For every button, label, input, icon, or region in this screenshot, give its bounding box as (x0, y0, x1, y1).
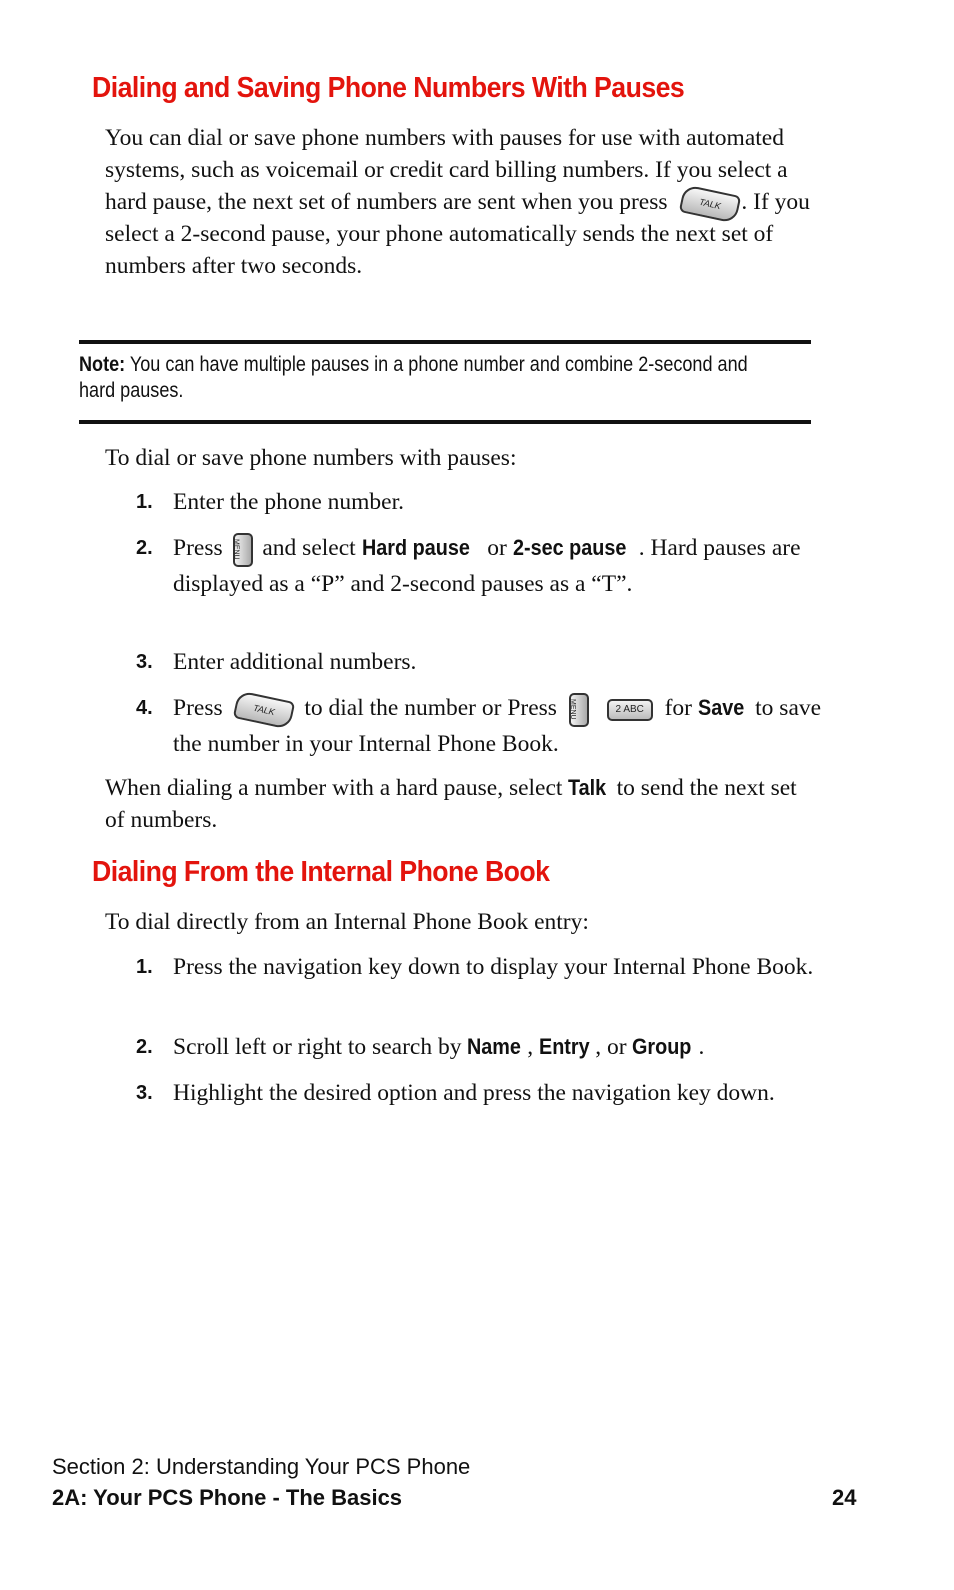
step-text (173, 691, 823, 761)
step-text-d: to save the number in your Internal Phone Book. (173, 695, 822, 757)
step-text (173, 1030, 823, 1064)
menu-key-icon (233, 533, 253, 567)
step-text (173, 531, 823, 601)
step-text-or: or (487, 535, 507, 561)
talk-key-icon (232, 690, 295, 729)
option-group: Group (632, 1034, 692, 1059)
option-save: Save (697, 695, 745, 720)
outro-text-a: When dialing a number with a hard pause, select (105, 775, 563, 801)
outro-paragraph (105, 772, 815, 836)
two-key-label: 2 ABC (615, 703, 644, 715)
section-heading-phone-book: Dialing From the Internal Phone Book (92, 856, 550, 888)
step-text-b: to dial the number or Press (304, 695, 557, 721)
period: . (698, 1034, 705, 1060)
step-number: 2. (136, 537, 153, 559)
two-abc-key-icon (607, 699, 653, 721)
phonebook-lead: To dial directly from an Internal Phone Book entry: (105, 909, 589, 935)
footer-chapter-title: 2A: Your PCS Phone - The Basics (52, 1485, 403, 1510)
step-text: Enter additional numbers. (173, 649, 417, 675)
outro-text-b: to send the next set of numbers. (105, 775, 797, 833)
menu-key-icon (569, 693, 589, 727)
note-body: You can have multiple pauses in a phone number and combine 2-second and hard pauses. (79, 353, 748, 402)
section-heading-pauses: Dialing and Saving Phone Numbers With Pauses (92, 72, 685, 104)
option-name: Name (467, 1034, 522, 1059)
note-text (79, 352, 784, 404)
menu-key-label: MENU (232, 539, 240, 560)
menu-key-label: MENU (568, 699, 576, 720)
page-number: 24 (832, 1485, 857, 1510)
option-2sec-pause: 2-sec pause (512, 535, 627, 560)
intro-text-a: You can dial or save phone numbers with pauses for use with automated systems, such as voicemail or credit card billing numbers. If you select a hard pause, the next set of numbers are sent when you press (105, 125, 788, 215)
step-number: 1. (136, 956, 153, 978)
option-entry: Entry (539, 1034, 590, 1059)
step-text: Highlight the desired option and press the navigation key down. (173, 1080, 775, 1106)
note-box (79, 340, 811, 424)
talk-key-label: TALK (698, 196, 723, 211)
option-hard-pause: Hard pause (361, 535, 470, 560)
note-label: Note: (79, 353, 126, 376)
footer-section-title: Section 2: Understanding Your PCS Phone (52, 1454, 471, 1479)
intro-paragraph (105, 122, 815, 282)
step-text-a: Press (173, 535, 223, 561)
step-text: Enter the phone number. (173, 489, 405, 515)
step-text-c: for (664, 695, 692, 721)
steps-lead: To dial or save phone numbers with pauses: (105, 445, 517, 471)
step-number: 4. (136, 697, 153, 719)
step-text-a: Press (173, 695, 223, 721)
step-number: 3. (136, 1082, 153, 1104)
intro-text-b: . If you select a 2-second pause, your phone automatically sends the next set of numbers after two seconds. (105, 189, 810, 279)
talk-key-label: TALK (251, 702, 276, 717)
option-talk: Talk (568, 775, 607, 800)
step-number: 3. (136, 651, 153, 673)
comma: , (527, 1034, 534, 1060)
step-text-c: . Hard pauses are displayed as a “P” and 2-second pauses as a “T”. (173, 535, 801, 597)
comma-or: , or (595, 1034, 627, 1060)
talk-key-icon (679, 184, 742, 223)
step-number: 2. (136, 1036, 153, 1058)
step-text-b: and select (262, 535, 356, 561)
step-number: 1. (136, 491, 153, 513)
step-text-a: Scroll left or right to search by (173, 1034, 462, 1060)
step-text: Press the navigation key down to display your Internal Phone Book. (173, 954, 814, 980)
